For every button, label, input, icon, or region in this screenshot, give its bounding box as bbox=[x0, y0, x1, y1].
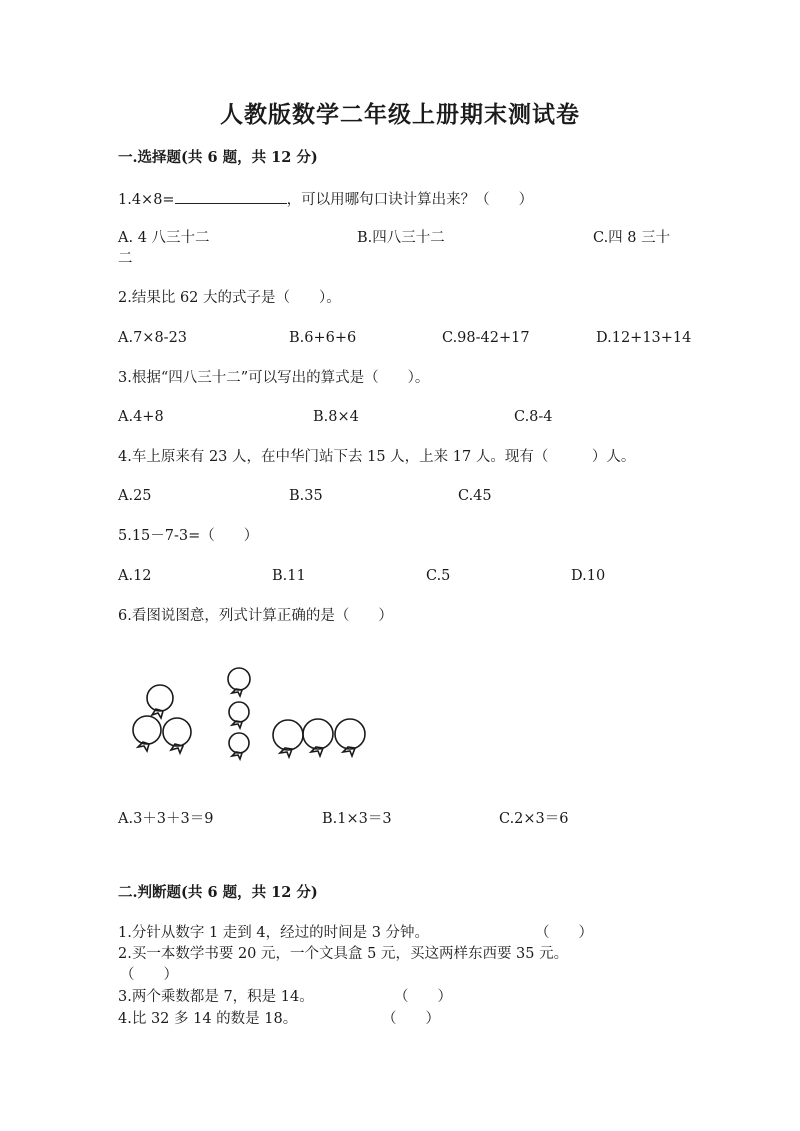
question-1-option-c: C.四 8 三十 bbox=[593, 230, 671, 246]
question-1-stem-a: 1.4×8= bbox=[118, 192, 175, 208]
balloon-icon bbox=[163, 718, 191, 753]
page-title: 人教版数学二年级上册期末测试卷 bbox=[220, 101, 580, 128]
question-1-stem bbox=[118, 189, 533, 209]
balloon-icon bbox=[273, 720, 303, 757]
balloons-illustration bbox=[120, 660, 380, 770]
balloon-icon bbox=[133, 716, 161, 751]
judgement-item-3-paren: （ ） bbox=[394, 989, 452, 1005]
question-1-stem-b: ，可以用哪句口诀计算出来？（ ） bbox=[286, 192, 534, 208]
question-4-option-b: B.35 bbox=[289, 488, 323, 504]
question-4-option-a: A.25 bbox=[118, 488, 152, 504]
judgement-item-3: 3.两个乘数都是 7，积是 14。 bbox=[118, 989, 314, 1005]
question-6-option-a: A.3＋3＋3＝9 bbox=[118, 811, 214, 827]
question-4-stem: 4.车上原来有 23 人，在中华门站下去 15 人，上来 17 人。现有（ ）人。 bbox=[118, 449, 636, 465]
balloon-icon bbox=[228, 668, 250, 696]
judgement-item-2: 2.买一本数学书要 20 元，一个文具盒 5 元，买这两样东西要 35 元。 bbox=[118, 946, 569, 962]
question-2-option-b: B.6+6+6 bbox=[289, 330, 357, 346]
question-5-option-a: A.12 bbox=[118, 568, 152, 584]
section-heading-choice: 一.选择题(共 6 题，共 12 分) bbox=[118, 149, 318, 166]
question-2-stem: 2.结果比 62 大的式子是（ ）。 bbox=[118, 290, 341, 306]
question-3-stem: 3.根据“四八三十二”可以写出的算式是（ ）。 bbox=[118, 370, 430, 386]
judgement-item-1-paren: （ ） bbox=[535, 925, 593, 941]
question-3-option-c: C.8-4 bbox=[514, 409, 553, 425]
balloon-icon bbox=[147, 685, 173, 718]
question-3-option-a: A.4+8 bbox=[118, 409, 164, 425]
question-6-option-c: C.2×3＝6 bbox=[499, 811, 569, 827]
judgement-item-2-paren: （ ） bbox=[120, 967, 178, 983]
section-heading-judgement: 二.判断题(共 6 题，共 12 分) bbox=[118, 884, 318, 901]
question-2-option-c: C.98-42+17 bbox=[442, 330, 530, 346]
question-1-option-b: B.四八三十二 bbox=[357, 230, 445, 246]
question-5-option-c: C.5 bbox=[426, 568, 451, 584]
question-2-option-d: D.12+13+14 bbox=[596, 330, 692, 346]
judgement-item-4: 4.比 32 多 14 的数是 18。 bbox=[118, 1011, 298, 1027]
judgement-item-4-paren: （ ） bbox=[382, 1011, 440, 1027]
question-6-stem: 6.看图说图意，列式计算正确的是（ ） bbox=[118, 608, 393, 624]
balloon-icon bbox=[335, 719, 365, 756]
balloon-icon bbox=[229, 702, 249, 728]
question-2-option-a: A.7×8-23 bbox=[118, 330, 188, 346]
judgement-item-1: 1.分针从数字 1 走到 4，经过的时间是 3 分钟。 bbox=[118, 925, 430, 941]
balloon-icon bbox=[303, 719, 333, 756]
question-1-option-a: A. 4 八三十二 bbox=[118, 230, 210, 246]
question-5-option-d: D.10 bbox=[571, 568, 606, 584]
question-5-stem: 5.15－7-3=（ ） bbox=[118, 528, 259, 544]
balloon-icon bbox=[229, 733, 249, 759]
question-4-option-c: C.45 bbox=[458, 488, 492, 504]
question-5-option-b: B.11 bbox=[272, 568, 306, 584]
question-3-option-b: B.8×4 bbox=[313, 409, 359, 425]
answer-blank bbox=[175, 189, 287, 204]
question-1-option-c-overflow: 二 bbox=[118, 251, 133, 267]
question-6-option-b: B.1×3＝3 bbox=[322, 811, 392, 827]
